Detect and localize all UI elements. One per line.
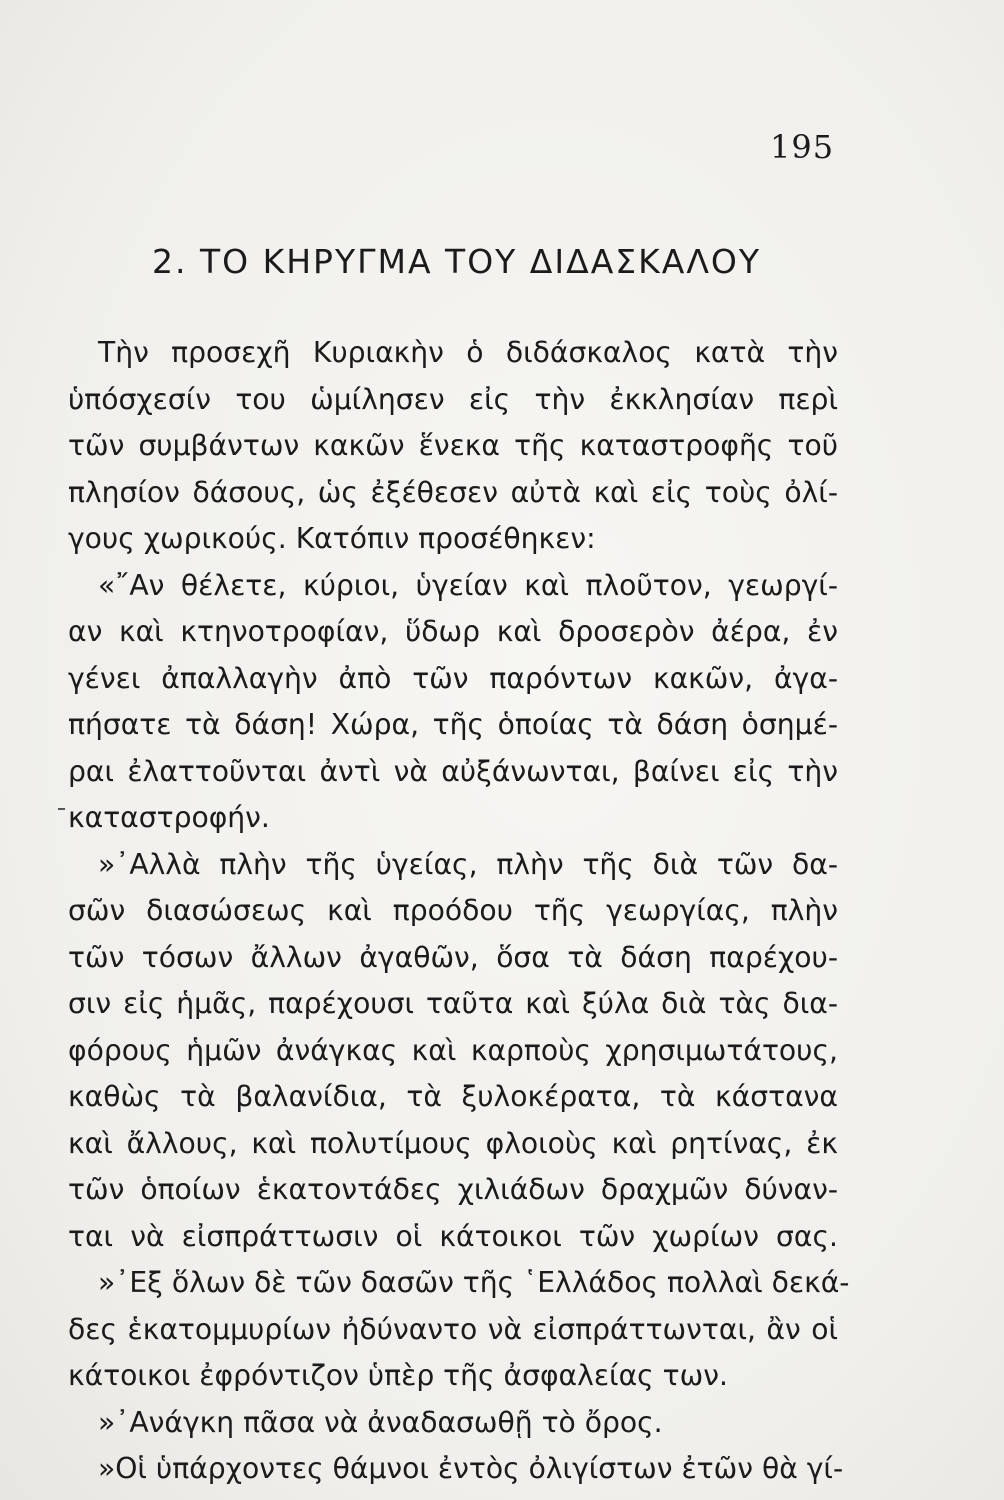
text-line: γους χωρικούς. Κατόπιν προσέθηκεν: — [68, 522, 596, 555]
text-line: τῶν ὁποίων ἑκατοντάδες χιλιάδων δραχμῶν δύναν- — [68, 1173, 838, 1206]
text-line: πλησίον δάσους, ὡς ἐξέθεσεν αὐτὰ καὶ εἰς τοὺς ὀλί- — [68, 475, 838, 509]
text-line: καὶ ἄλλους, καὶ πολυτίμους φλοιοὺς καὶ ρητίνας, ἐκ — [68, 1126, 838, 1160]
body-text — [68, 330, 850, 1493]
text-line: «῎Αν θέλετε, κύριοι, ὑγείαν καὶ πλοῦτον, γεωργί- — [98, 568, 838, 602]
margin-mark — [58, 808, 65, 810]
text-line: »᾿Εξ ὅλων δὲ τῶν δασῶν τῆς ῾Ελλάδος πολλαὶ δεκά- — [98, 1266, 850, 1299]
text-line: κάτοικοι ἐφρόντιζον ὑπὲρ τῆς ἀσφαλείας των. — [68, 1359, 728, 1392]
text-line: ὑπόσχεσίν του ὡμίλησεν εἰς τὴν ἐκκλησίαν περὶ — [68, 382, 838, 416]
text-line: ται νὰ εἰσπράττωσιν οἱ κάτοικοι τῶν χωρίων σας. — [68, 1219, 838, 1253]
text-line: σιν εἰς ἡμᾶς, παρέχουσι ταῦτα καὶ ξύλα διὰ τὰς δια- — [68, 987, 838, 1020]
text-line: γένει ἀπαλλαγὴν ἀπὸ τῶν παρόντων κακῶν, ἀγα- — [68, 661, 838, 695]
text-line: ραι ἐλαττοῦνται ἀντὶ νὰ αὐξάνωνται, βαίνει εἰς τὴν — [68, 754, 838, 788]
text-line: τῶν συμβάντων κακῶν ἕνεκα τῆς καταστροφῆς τοῦ — [68, 429, 838, 462]
text-line: φόρους ἡμῶν ἀνάγκας καὶ καρποὺς χρησιμωτάτους, — [68, 1033, 838, 1067]
text-line: αν καὶ κτηνοτροφίαν, ὕδωρ καὶ δροσερὸν ἀέρα, ἐν — [68, 615, 838, 648]
text-line: δες ἑκατομμυρίων ἠδύναντο νὰ εἰσπράττωνται, ἂν οἱ — [68, 1312, 838, 1346]
text-line: τῶν τόσων ἄλλων ἀγαθῶν, ὅσα τὰ δάση παρέχου- — [68, 940, 838, 974]
text-line: Τὴν προσεχῆ Κυριακὴν ὁ διδάσκαλος κατὰ τὴν — [98, 336, 838, 369]
text-line: πήσατε τὰ δάση! Χώρα, τῆς ὁποίας τὰ δάση ὁσημέ- — [68, 708, 838, 741]
text-line: »Οἱ ὑπάρχοντες θάμνοι ἐντὸς ὀλιγίστων ἐτῶν θὰ γί- — [98, 1452, 844, 1485]
text-line: καταστροφήν. — [68, 801, 270, 834]
text-line: σῶν διασώσεως καὶ προόδου τῆς γεωργίας, πλὴν — [68, 894, 838, 927]
text-line: »᾿Αλλὰ πλὴν τῆς ὑγείας, πλὴν τῆς διὰ τῶν δα- — [98, 847, 838, 881]
text-line: καθὼς τὰ βαλανίδια, τὰ ξυλοκέρατα, τὰ κάστανα — [68, 1080, 838, 1113]
page-number: 195 — [770, 128, 835, 166]
section-heading: 2. ΤΟ ΚΗΡΥΓΜΑ ΤΟΥ ΔΙΔΑΣΚΑΛΟΥ — [152, 242, 762, 281]
text-line: »᾿Ανάγκη πᾶσα νὰ ἀναδασωθῇ τὸ ὄρος. — [98, 1405, 663, 1439]
